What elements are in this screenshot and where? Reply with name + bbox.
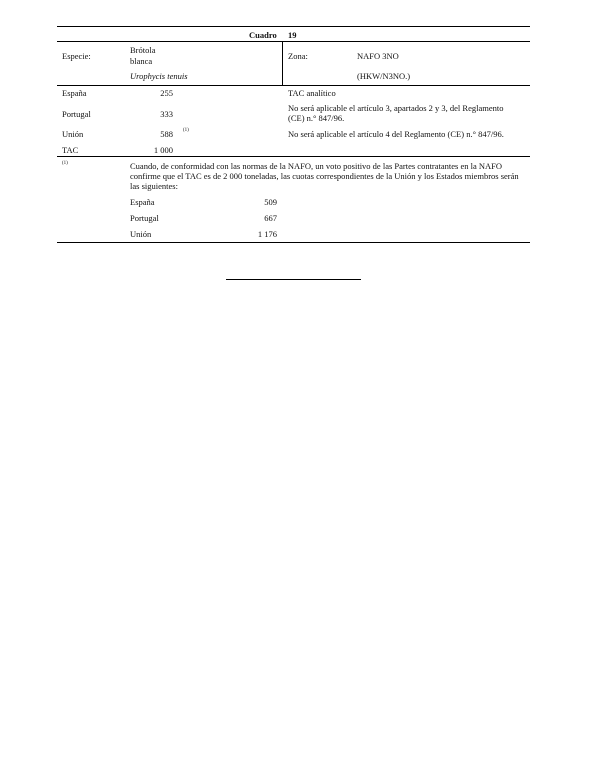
section-end-rule xyxy=(226,279,361,280)
quota-value: 1 176 xyxy=(257,229,277,239)
quota-country: Unión xyxy=(130,229,152,239)
header-rule xyxy=(57,85,530,86)
row-value: 1 000 xyxy=(153,145,173,155)
row-remark: TAC analítico xyxy=(288,88,336,98)
footnote-marker: (1) xyxy=(62,161,68,166)
row-value: 588 xyxy=(160,129,173,139)
zone-name: NAFO 3NO xyxy=(357,51,399,61)
table-caption-label: Cuadro xyxy=(249,30,277,40)
footnote-rule xyxy=(57,156,530,157)
row-value: 255 xyxy=(160,88,173,98)
row-country: TAC xyxy=(62,145,79,155)
row-country: Portugal xyxy=(62,109,91,119)
row-remark: No será aplicable el artículo 4 del Reglamento (CE) n.° 847/96. xyxy=(288,129,504,139)
quota-value: 667 xyxy=(264,213,277,223)
table-caption-number: 19 xyxy=(288,30,297,40)
footnote-text: Cuando, de conformidad con las normas de la NAFO, un voto positivo de las Partes contratantes en la NAFO confirme que el TAC es de 2 000 toneladas, las cuotas correspondientes de la Unión y los Estados miembros serán las siguientes: xyxy=(130,161,519,191)
quota-value: 509 xyxy=(264,197,277,207)
header-divider xyxy=(282,41,283,86)
table-bottom-rule xyxy=(57,242,530,243)
row-country: Unión xyxy=(62,129,84,139)
species-label: Especie: xyxy=(62,51,91,61)
quota-country: España xyxy=(130,197,155,207)
row-value: 333 xyxy=(160,109,173,119)
species-common-name-line1: Brótola xyxy=(130,45,156,55)
row-country: España xyxy=(62,88,87,98)
zone-label: Zona: xyxy=(288,51,308,61)
quota-country: Portugal xyxy=(130,213,159,223)
species-common-name-line2: blanca xyxy=(130,56,153,66)
species-scientific-name: Urophycis tenuis xyxy=(130,71,188,81)
zone-code: (HKW/N3NO.) xyxy=(357,71,411,81)
caption-rule xyxy=(57,41,530,42)
row-remark: No será aplicable el artículo 3, apartados 2 y 3, del Reglamento (CE) n.° 847/96. xyxy=(288,103,504,123)
row-note-ref: (1) xyxy=(183,128,189,133)
table-top-rule xyxy=(57,26,530,27)
